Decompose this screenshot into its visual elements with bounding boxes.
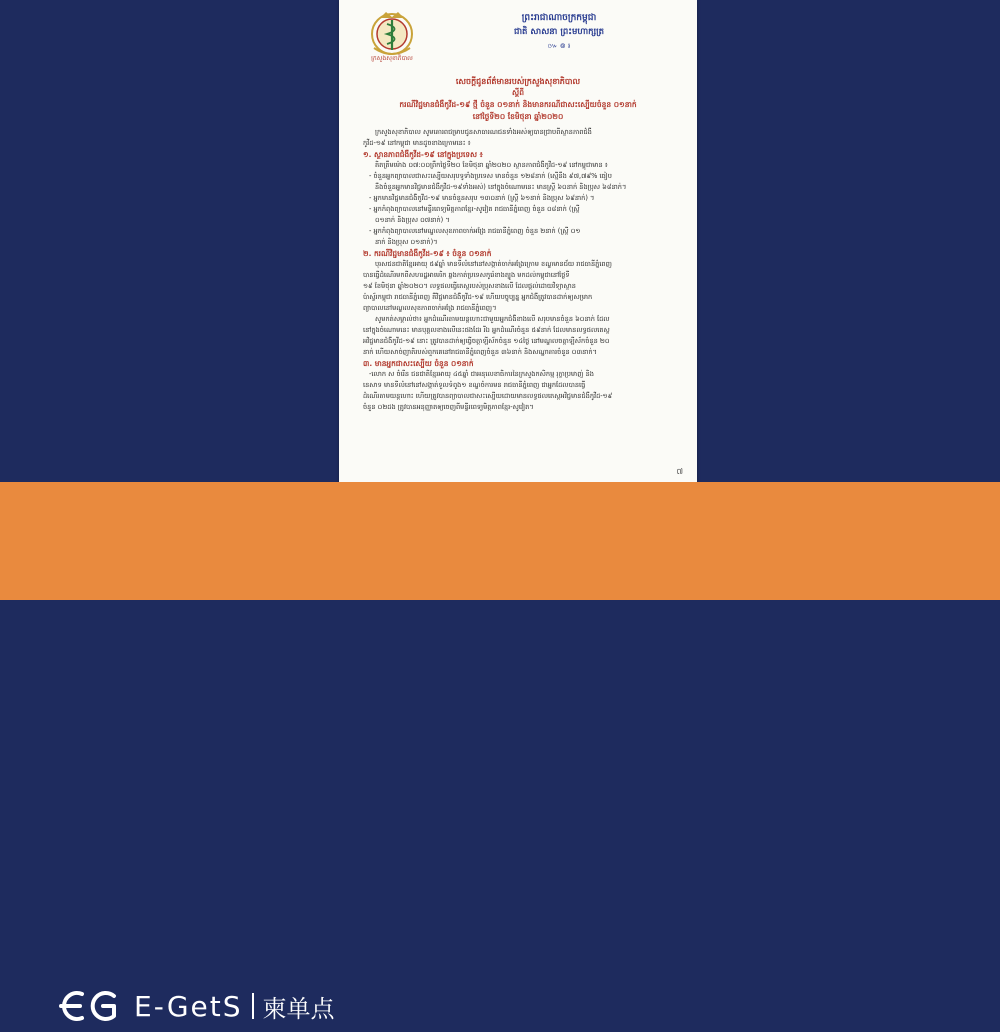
document-body (363, 127, 678, 413)
document-line: - អ្នកកំពុងព្យាបាលនៅមណ្ឌលសុខភាពចាក់អង្រែ រាជធានីភ្នំពេញ ចំនួន ២នាក់ (ស្រ្តី ០១ (369, 227, 581, 235)
header-ornament: ៚ ៙ ៛ (547, 42, 571, 50)
document-line: នាក់ និងប្រុស ០១នាក់)។ (375, 238, 438, 246)
document-line: នៅក្នុងចំណោមនេះ មានបុគ្គលខាងលើនេះផងដែរ រីឯ អ្នកដំណើរចំនួន ៥៩នាក់ ដែលមានលទ្ធផលតេស្ត (363, 326, 610, 334)
signature-mark: ៧ (676, 467, 683, 476)
section-heading: ១. ស្ថានភាពជំងឺកូវីដ-១៩ នៅក្នុងប្រទេស ៖ (363, 150, 483, 159)
document-title-about: ស្តីពី (512, 88, 524, 97)
document-line: ក្រសួងសុខាភិបាល សូមគោរពជម្រាបជូនសាធារណជនទាំងអស់ឲ្យបានជ្រាបពីស្ថានភាពជំងឺ (375, 128, 592, 136)
document-line: ព្យាបាលនៅមណ្ឌលសុខភាពចាក់អង្រែ រាជធានីភ្នំពេញ។ (363, 304, 497, 312)
document-line: ១៩ ខែមិថុនា ឆ្នាំ២០២០។ លទ្ធផលធ្វើតេស្តរបស់ប្រុសខាងលើ ដែលផ្តល់ដោយវិទ្យាស្ថាន (363, 282, 576, 290)
document-line: សូមកត់សម្គាល់ថា៖ អ្នកដំណើរតាមយន្តហោះជាមួយអ្នកជំងឺខាងលើ សរុបមានចំនួន ៦០នាក់ ដែល (375, 315, 610, 323)
document-date: នៅថ្ងៃទី២០ ខែមិថុនា ឆ្នាំ២០២០ (472, 112, 564, 121)
brand-logo (52, 980, 335, 1032)
egets-logo-icon (52, 984, 124, 1028)
document-line: -លោក ស ចំរើន ជនជាតិខ្មែរអាយុ ៤៥ឆ្នាំ ជាអនុលេខាធិការនៃក្រសួងកសិកម្ម រុក្ខាប្រមាញ់ និង (369, 370, 594, 378)
document-title: សេចក្តីជូនព័ត៌មានរបស់ក្រសួងសុខាភិបាល (455, 77, 581, 86)
section-heading: ៣. មានអ្នកជាសះស្បើយ ចំនួន ០១នាក់ (363, 359, 474, 368)
document-line: នឹងចំនួនអ្នកមានវិជ្ជមានជំងឺកូវីដ-១៩ទាំងអស់) នៅក្នុងចំណោមនេះ មានស្រ្តី ៦០នាក់ និងប្រុស ៦៨នាក់។ (375, 183, 627, 191)
document-line: - អ្នកកំពុងព្យាបាលនៅមន្ទីរពេទ្យមិត្តភាពខ្មែរ-សូវៀត រាជធានីភ្នំពេញ ចំនួន ០៨នាក់ (ស្រ្តី (369, 205, 580, 213)
photo-area (0, 0, 1000, 482)
document-line: ០១នាក់ និងប្រុស ០៧នាក់) ។ (375, 216, 450, 224)
national-motto: ជាតិ សាសនា ព្រះមហាក្សត្រ (513, 27, 605, 37)
document-line: កូវីដ-១៩ នៅកម្ពុជា មានដូចខាងក្រោមនេះ ៖ (363, 139, 471, 147)
document-line: - ចំនួនអ្នកព្យាបាលជាសះស្បើយសរុបទូទាំងប្រទេស មានចំនួន ១២៨នាក់ (ស្មើនឹង ៩៧,៧៩% ធៀប (369, 172, 612, 180)
brand-name-en: E-GetS (134, 989, 243, 1023)
press-release-document (339, 0, 697, 482)
kingdom-header: ព្រះរាជាណាចក្រកម្ពុជា (521, 13, 597, 23)
document-line: ដំណើរតាមយន្តហោះ ហើយត្រូវបានព្យាបាលជាសះស្បើយដោយមានលទ្ធផលតេស្តអវិជ្ជមានជំងឺកូវីដ-១៩ (363, 392, 613, 400)
document-line: គិតត្រឹមម៉ោង ០៧:០០ព្រឹកថ្ងៃទី២០ ខែមិថុនា ឆ្នាំ២០២០ ស្ថានភាពជំងឺកូវីដ-១៩ នៅកម្ពុជាមាន ៖ (375, 161, 608, 169)
document-line: បុរសជនជាតិខ្មែរអាយុ ៥៩ឆ្នាំ មានទីលំនៅនៅសង្កាត់ចាក់អង្រែក្រោម ខណ្ឌមានជ័យ រាជធានីភ្នំពេញ (375, 260, 612, 268)
document-subject: ករណីវិជ្ជមានជំងឺកូវីដ-១៩ ថ្មី ចំនួន ០១នាក់ និងមានករណីជាសះស្បើយចំនួន ០១នាក់ (399, 100, 637, 109)
document-line: នាក់ ហើយសាច់ញាតិរបស់ពួកគេនៅរាជធានីភ្នំពេញចំនួន ៣៦នាក់ និងសណ្ឋាគារចំនួន ០៣នាក់។ (363, 348, 597, 356)
document-line: បានធ្វើដំណើរមកពីសហរដ្ឋអាមេរិក ឆ្លងកាត់ប្រទេសកូរ៉េខាងត្បូង មកដល់កម្ពុជានៅថ្ងៃទី (363, 271, 570, 279)
brand-footer-band (0, 482, 1000, 1023)
document-line: ចំនួន ០២ដង ត្រូវបានអនុញ្ញាតឲ្យចេញពីមន្ទីរពេទ្យមិត្តភាពខ្មែរ-សូវៀត។ (363, 403, 534, 411)
logo-caption: ក្រសួងសុខាភិបាល (371, 55, 413, 62)
document-line: ប៉ាស្ទ័រកម្ពុជា រាជធានីភ្នំពេញ គឺវិជ្ជមានជំងឺកូវីដ-១៩ ហើយបច្ចុប្បន្ន អ្នកជំងឺត្រូវបានដាក់ឲ្យសម្រាក (363, 293, 593, 301)
document-line: នេសាទ មានទីលំនៅនៅសង្កាត់ទួលទំពូង១ ខណ្ឌចំការមន រាជធានីភ្នំពេញ ជាអ្នកដែលបានធ្វើ (363, 381, 586, 389)
document-line: - អ្នកមានវិជ្ជមានជំងឺកូវីដ-១៩ មានចំនួនសរុប ១៣០នាក់ (ស្ត្រី ៦១នាក់ និងប្រុស ៦៩នាក់) ។ (369, 194, 595, 202)
section-heading: ២. ករណីវិជ្ជមានជំងឺកូវីដ-១៩ ៖ ចំនួន ០១នាក់ (363, 249, 492, 258)
brand-name-cn: 柬单点 (262, 994, 335, 1023)
document-line: អវិជ្ជមានជំងឺកូវីដ-១៩ នោះ ត្រូវបានដាក់ឲ្យធ្វើចត្តាឡីស័កចំនួន ១៤ថ្ងៃ នៅមណ្ឌលចត្តាឡីស័កចំនួន ២០ (363, 337, 610, 345)
brand-divider (252, 993, 254, 1019)
